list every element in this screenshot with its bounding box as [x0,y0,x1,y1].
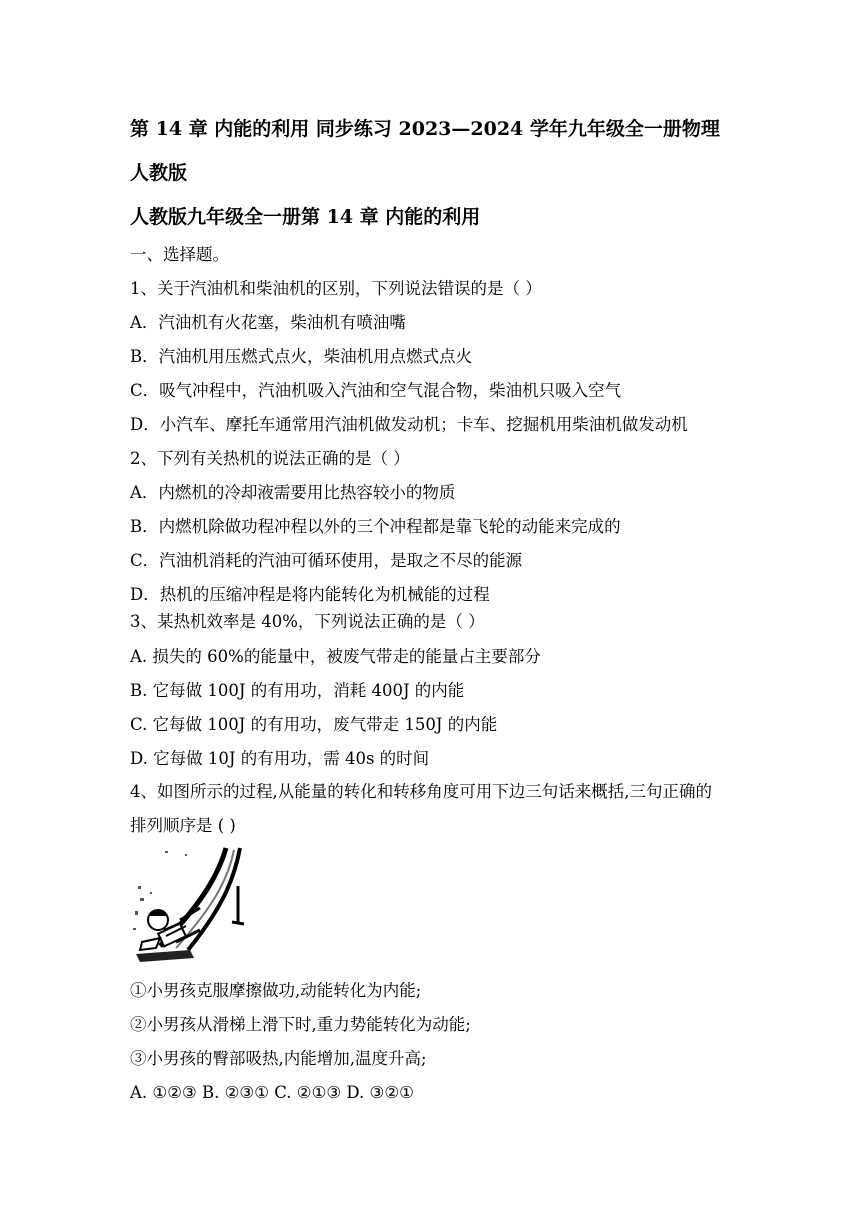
question-1-stem: 1、关于汽油机和柴油机的区别，下列说法错误的是（ ） [130,279,542,298]
question-3-option-b: B. 它每做 100J 的有用功，消耗 400J 的内能 [130,681,465,700]
question-4-statement-1: ①小男孩克服摩擦做功,动能转化为内能; [130,981,422,1000]
document-title-line-2: 人教版 [130,162,188,184]
question-4-stem-line-1: 4、如图所示的过程,从能量的转化和转移角度可用下边三句话来概括,三句正确的 [130,782,712,801]
question-4-stem-line-2: 排列顺序是 ( ) [130,816,236,835]
document-subtitle: 人教版九年级全一册第 14 章 内能的利用 [130,206,481,228]
question-3-option-d: D. 它每做 10J 的有用功，需 40s 的时间 [130,749,430,768]
question-4-options: A. ①②③ B. ②③① C. ②①③ D. ③②① [130,1083,414,1102]
question-2-option-a: A．内燃机的冷却液需要用比热容较小的物质 [130,483,456,502]
question-1-option-a: A．汽油机有火花塞，柴油机有喷油嘴 [130,313,406,332]
question-2-stem: 2、下列有关热机的说法正确的是（ ） [130,449,410,468]
question-1-option-d: D．小汽车、摩托车通常用汽油机做发动机；卡车、挖掘机用柴油机做发动机 [130,415,688,434]
question-3-option-c: C. 它每做 100J 的有用功，废气带走 150J 的内能 [130,715,498,734]
question-3-stem: 3、某热机效率是 40%，下列说法正确的是（ ） [130,612,485,631]
slide-boy-illustration [130,846,248,966]
question-1-option-c: C．吸气冲程中，汽油机吸入汽油和空气混合物，柴油机只吸入空气 [130,381,622,400]
question-2-option-d: D．热机的压缩冲程是将内能转化为机械能的过程 [130,585,490,604]
question-3-option-a: A. 损失的 60%的能量中，被废气带走的能量占主要部分 [130,647,541,666]
section-heading: 一、选择题。 [130,245,229,264]
question-4-statement-2: ②小男孩从滑梯上滑下时,重力势能转化为动能; [130,1015,471,1034]
question-4-statement-3: ③小男孩的臀部吸热,内能增加,温度升高; [130,1049,427,1068]
question-1-option-b: B．汽油机用压燃式点火，柴油机用点燃式点火 [130,347,473,366]
question-2-option-b: B．内燃机除做功程冲程以外的三个冲程都是靠飞轮的动能来完成的 [130,517,621,536]
question-2-option-c: C．汽油机消耗的汽油可循环使用，是取之不尽的能源 [130,551,523,570]
document-title-line-1: 第 14 章 内能的利用 同步练习 2023—2024 学年九年级全一册物理 [130,118,720,140]
